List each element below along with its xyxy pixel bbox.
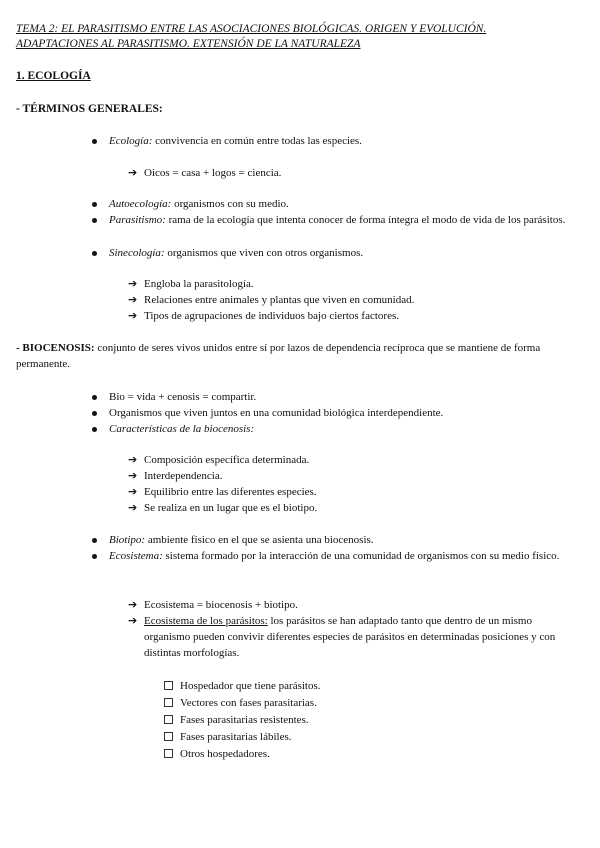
checkbox-icon <box>164 732 173 741</box>
sub-item-text: Equilibrio entre las diferentes especies. <box>144 486 317 498</box>
title-line-1: TEMA 2: EL PARASITISMO ENTRE LAS ASOCIACIONES BIOLÓGICAS. ORIGEN Y EVOLUCIÓN. <box>16 23 487 35</box>
sub-item-text: Se realiza en un lugar que es el biotipo. <box>144 502 318 514</box>
term-autoecologia: Autoecología: <box>109 198 172 210</box>
arrow-icon: ➔ <box>128 309 138 322</box>
checkbox-icon <box>164 715 173 724</box>
biocenosis-paragraph <box>16 340 582 372</box>
term-ecologia: Ecología: <box>109 135 153 147</box>
arrow-icon: ➔ <box>128 598 138 611</box>
terminos-heading-text: TÉRMINOS GENERALES: <box>22 103 163 115</box>
biocenosis-prefix: - <box>16 342 23 354</box>
list-item-parasitismo <box>92 212 572 228</box>
list-item-text: Organismos que viven juntos en una comunidad biológica interdependiente. <box>109 407 444 419</box>
bullet-icon <box>92 139 97 144</box>
sub-item-sinecologia-1 <box>128 276 580 292</box>
checklist-item-5 <box>164 746 564 762</box>
list-item-biotipo <box>92 532 572 548</box>
checklist-item-4 <box>164 729 564 745</box>
sub-item-text: Interdependencia. <box>144 470 223 482</box>
sub-item-caracteristica-4 <box>128 500 580 516</box>
sub-item-ecosistema-formula <box>128 597 580 613</box>
sub-item-caracteristica-3 <box>128 484 580 500</box>
def-biotipo: ambiente físico en el que se asienta una biocenosis. <box>145 534 374 546</box>
sub-item-ecosistema-parasitos <box>128 613 580 661</box>
arrow-icon: ➔ <box>128 501 138 514</box>
list-item-bio <box>92 389 572 405</box>
sub-item-caracteristica-1 <box>128 452 580 468</box>
ecosistema-parasitos-label: Ecosistema de los parásitos: <box>144 615 268 627</box>
bullet-icon <box>92 218 97 223</box>
arrow-icon: ➔ <box>128 614 138 627</box>
bullet-icon <box>92 554 97 559</box>
sub-item-oicos <box>128 165 580 181</box>
term-ecosistema: Ecosistema: <box>109 550 163 562</box>
list-item-autoecologia <box>92 196 572 212</box>
arrow-icon: ➔ <box>128 277 138 290</box>
term-sinecologia: Sinecología: <box>109 247 165 259</box>
checklist-text: Vectores con fases parasitarias. <box>180 697 317 709</box>
arrow-icon: ➔ <box>128 166 138 179</box>
title-line-2: ADAPTACIONES AL PARASITISMO. EXTENSIÓN DE LA NATURALEZA <box>16 38 361 50</box>
checklist-item-2 <box>164 695 564 711</box>
term-parasitismo: Parasitismo: <box>109 214 166 226</box>
sub-item-caracteristica-2 <box>128 468 580 484</box>
bullet-icon <box>92 395 97 400</box>
arrow-icon: ➔ <box>128 453 138 466</box>
list-item-sinecologia <box>92 245 572 261</box>
sub-item-text: Tipos de agrupaciones de individuos bajo ciertos factores. <box>144 310 399 322</box>
sub-item-text: Oicos = casa + logos = ciencia. <box>144 167 282 179</box>
checklist-item-3 <box>164 712 564 728</box>
checklist-item-1 <box>164 678 564 694</box>
def-sinecologia: organismos que viven con otros organismos. <box>164 247 364 259</box>
sub-item-text: Ecosistema = biocenosis + biotipo. <box>144 599 298 611</box>
checkbox-icon <box>164 698 173 707</box>
term-biotipo: Biotipo: <box>109 534 146 546</box>
def-ecologia: convivencia en común entre todas las especies. <box>152 135 362 147</box>
sub-item-text: Relaciones entre animales y plantas que viven en comunidad. <box>144 294 415 306</box>
sub-item-sinecologia-2 <box>128 292 580 308</box>
document-title <box>16 22 586 52</box>
def-ecosistema: sistema formado por la interacción de una comunidad de organismos con su medio físico. <box>162 550 560 562</box>
section-heading-ecologia: 1. ECOLOGÍA <box>16 70 91 82</box>
checklist-text: Otros hospedadores. <box>180 748 270 760</box>
sub-item-sinecologia-3 <box>128 308 580 324</box>
terminos-heading-prefix: - <box>16 103 23 115</box>
checklist-text: Hospedador que tiene parásitos. <box>180 680 321 692</box>
sub-item-text: Engloba la parasitología. <box>144 278 254 290</box>
checkbox-icon <box>164 681 173 690</box>
list-item-ecologia <box>92 133 572 149</box>
list-item-ecosistema <box>92 548 572 564</box>
arrow-icon: ➔ <box>128 293 138 306</box>
bullet-icon <box>92 538 97 543</box>
bullet-icon <box>92 251 97 256</box>
sub-item-text: Composición específica determinada. <box>144 454 310 466</box>
def-autoecologia: organismos con su medio. <box>171 198 289 210</box>
checklist-text: Fases parasitarias resistentes. <box>180 714 309 726</box>
def-parasitismo: rama de la ecología que intenta conocer de forma íntegra el modo de vida de los parásitos. <box>165 214 566 226</box>
list-item-caracteristicas <box>92 421 572 437</box>
checklist-text: Fases parasitarias lábiles. <box>180 731 292 743</box>
term-biocenosis: BIOCENOSIS: <box>22 342 95 354</box>
arrow-icon: ➔ <box>128 469 138 482</box>
def-biocenosis: conjunto de seres vivos unidos entre sí por lazos de dependencia recíproca que se mantiene de forma permanente. <box>16 342 541 370</box>
bullet-icon <box>92 427 97 432</box>
caracteristicas-label: Características de la biocenosis: <box>109 423 255 435</box>
ecosistema-parasitos-text: los parásitos se han adaptado tanto que dentro de un mismo organismo pueden convivir diferentes especies de parásitos en determinadas posiciones y con distintas morfologías. <box>144 615 556 659</box>
terminos-heading <box>16 101 163 117</box>
list-item-organismos <box>92 405 572 421</box>
bullet-icon <box>92 202 97 207</box>
arrow-icon: ➔ <box>128 485 138 498</box>
checkbox-icon <box>164 749 173 758</box>
bullet-icon <box>92 411 97 416</box>
list-item-text: Bio = vida + cenosis = compartir. <box>109 391 257 403</box>
